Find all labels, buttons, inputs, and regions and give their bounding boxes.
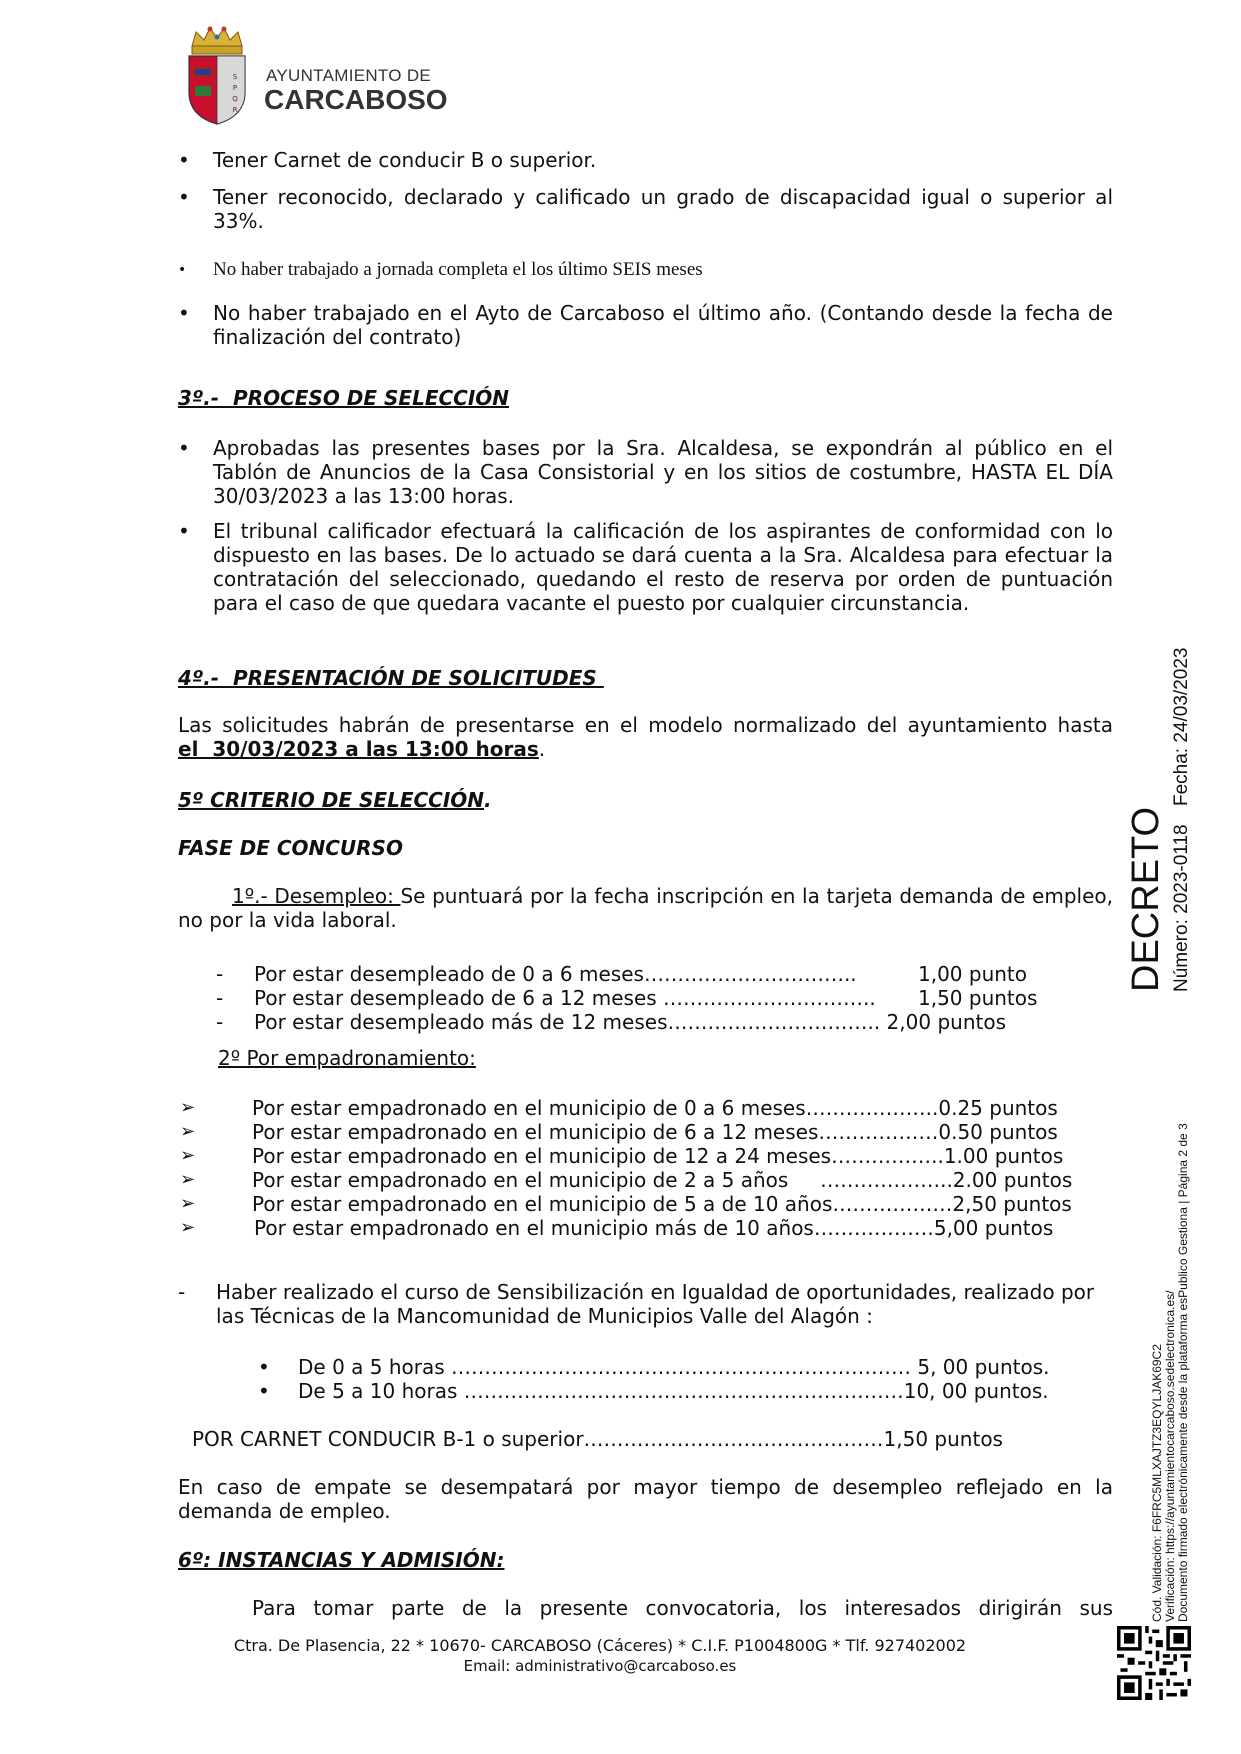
footer-address: Ctra. De Plasencia, 22 * 10670- CARCABOSO (Cáceres) * C.I.F. P1004800G * Tlf. 927402002 [233, 1636, 967, 1655]
deadline: el 30/03/2023 a las 13:00 horas [178, 737, 539, 761]
side-decreto: DECRETO [1125, 806, 1167, 992]
requirement-3: No haber trabajado a jornada completa el los último SEIS meses [213, 259, 703, 280]
unemployment-text: 1º.- Desempleo: Se puntuará por la fecha inscripción en la tarjeta demanda de empleo, no por la vida laboral. [178, 884, 1113, 932]
bullet-icon: • [178, 148, 190, 172]
section-4-text: Las solicitudes habrán de presentarse en el modelo normalizado del ayuntamiento hasta el 30/03/2023 a las 13:00 horas. [178, 713, 1113, 761]
side-validation: Cód. Validación: F6FRC5MLXAJTZ3EQYLJAK69C2 [1150, 1344, 1164, 1622]
side-fecha: Fecha: 24/03/2023 [1171, 647, 1192, 806]
section-6-title: 6º: INSTANCIAS Y ADMISIÓN: [178, 1548, 505, 1572]
shield-letters: S P Q R [232, 73, 238, 114]
unemployment-item-1: Por estar desempleado de 0 a 6 meses………………………….. [254, 962, 857, 986]
bullet-icon: • [178, 301, 190, 325]
section-3-title: 3º.- PROCESO DE SELECCIÓN [178, 386, 510, 410]
requirement-2: Tener reconocido, declarado y calificado un grado de discapacidad igual o superior al 33%. [213, 185, 1113, 233]
arrow-icon: ➢ [180, 1145, 196, 1166]
section-6-text: Para tomar parte de la presente convocatoria, los interesados dirigirán sus [252, 1596, 1113, 1620]
census-item-2: Por estar empadronado en el municipio de 6 a 12 meses………………0.50 puntos [252, 1120, 1058, 1144]
requirement-1: Tener Carnet de conducir B o superior. [213, 148, 597, 172]
bullet-icon: • [178, 185, 190, 209]
footer-email: Email: administrativo@carcaboso.es [463, 1657, 737, 1675]
census-item-3: Por estar empadronado en el municipio de 12 a 24 meses……………..1.00 puntos [252, 1144, 1064, 1168]
org-line1: AYUNTAMIENTO DE [266, 66, 432, 85]
census-label: 2º Por empadronamiento: [218, 1046, 476, 1070]
arrow-icon: ➢ [180, 1097, 196, 1118]
phase-title: FASE DE CONCURSO [178, 836, 403, 860]
unemployment-item-3: Por estar desempleado más de 12 meses………………………….. 2,00 puntos [254, 1010, 1006, 1034]
section-5-title: 5º CRITERIO DE SELECCIÓN. [178, 788, 492, 812]
course-text: Haber realizado el curso de Sensibilización en Igualdad de oportunidades, realizado por las Técnicas de la Mancomunidad de Municipios Valle del Alagón : [216, 1280, 1095, 1328]
requirement-4: No haber trabajado en el Ayto de Carcaboso el último año. (Contando desde la fecha de finalización del contrato) [213, 301, 1113, 349]
unemployment-points-1: 1,00 punto [918, 962, 1028, 986]
section-3-bullet-2: El tribunal calificador efectuará la calificación de los aspirantes de conformidad con lo dispuesto en las bases. De lo actuado se dará cuenta a la Sra. Alcaldesa para efectuar la contratación del seleccionado, quedando el resto de reserva por orden de puntuación para el caso de que quedara vacante el puesto por cualquier circunstancia. [213, 519, 1113, 615]
unemployment-points-2: 1,50 puntos [918, 986, 1038, 1010]
arrow-icon: ➢ [180, 1169, 196, 1190]
side-numero: Número: 2023-0118 [1171, 824, 1192, 992]
course-item-1: De 0 a 5 horas …………………………………………………………… 5, 00 puntos. [298, 1355, 1050, 1379]
dash: - [216, 962, 224, 986]
arrow-icon: ➢ [180, 1217, 196, 1238]
arrow-icon: ➢ [180, 1121, 196, 1142]
census-item-5: Por estar empadronado en el municipio de 5 a de 10 años………………2,50 puntos [252, 1192, 1072, 1216]
section-4-title: 4º.- PRESENTACIÓN DE SOLICITUDES [178, 666, 604, 690]
unemployment-item-2: Por estar desempleado de 6 a 12 meses ………………………….. [254, 986, 876, 1010]
course-item-2: De 5 a 10 horas …………………………………………………………10, 00 puntos. [298, 1379, 1049, 1403]
bullet-icon: • [178, 519, 190, 543]
qr-code-icon [1117, 1626, 1191, 1700]
dash: - [216, 1010, 224, 1034]
bullet-icon: • [258, 1355, 270, 1379]
bullet-icon: • [178, 262, 187, 278]
bullet-icon: • [258, 1379, 270, 1403]
dash: - [178, 1280, 186, 1304]
section-3-bullet-1: Aprobadas las presentes bases por la Sra. Alcaldesa, se expondrán al público en el Tablón de Anuncios de la Casa Consistorial y en los sitios de costumbre, HASTA EL DÍA 30/03/2023 a las 13:00 horas. [213, 436, 1113, 508]
license-points: POR CARNET CONDUCIR B-1 o superior………………………………………1,50 puntos [192, 1427, 1003, 1451]
census-item-4: Por estar empadronado en el municipio de 2 a 5 años ………………..2.00 puntos [252, 1168, 1073, 1192]
dash: - [216, 986, 224, 1010]
bullet-icon: • [178, 436, 190, 460]
tie-break-text: En caso de empate se desempatará por mayor tiempo de desempleo reflejado en la demanda de empleo. [178, 1475, 1113, 1523]
arrow-icon: ➢ [180, 1193, 196, 1214]
census-item-6: Por estar empadronado en el municipio más de 10 años………………5,00 puntos [254, 1216, 1054, 1240]
census-item-1: Por estar empadronado en el municipio de 0 a 6 meses………………..0.25 puntos [252, 1096, 1058, 1120]
side-signed: Documento firmado electrónicamente desde la plataforma esPublico Gestiona | Página 2 de 3 [1176, 1123, 1190, 1622]
header-logo [186, 24, 446, 128]
side-verification: Verificación: https://ayuntamientocarcaboso.sedelectronica.es/ [1163, 1290, 1177, 1622]
org-line2: CARCABOSO [264, 84, 448, 115]
